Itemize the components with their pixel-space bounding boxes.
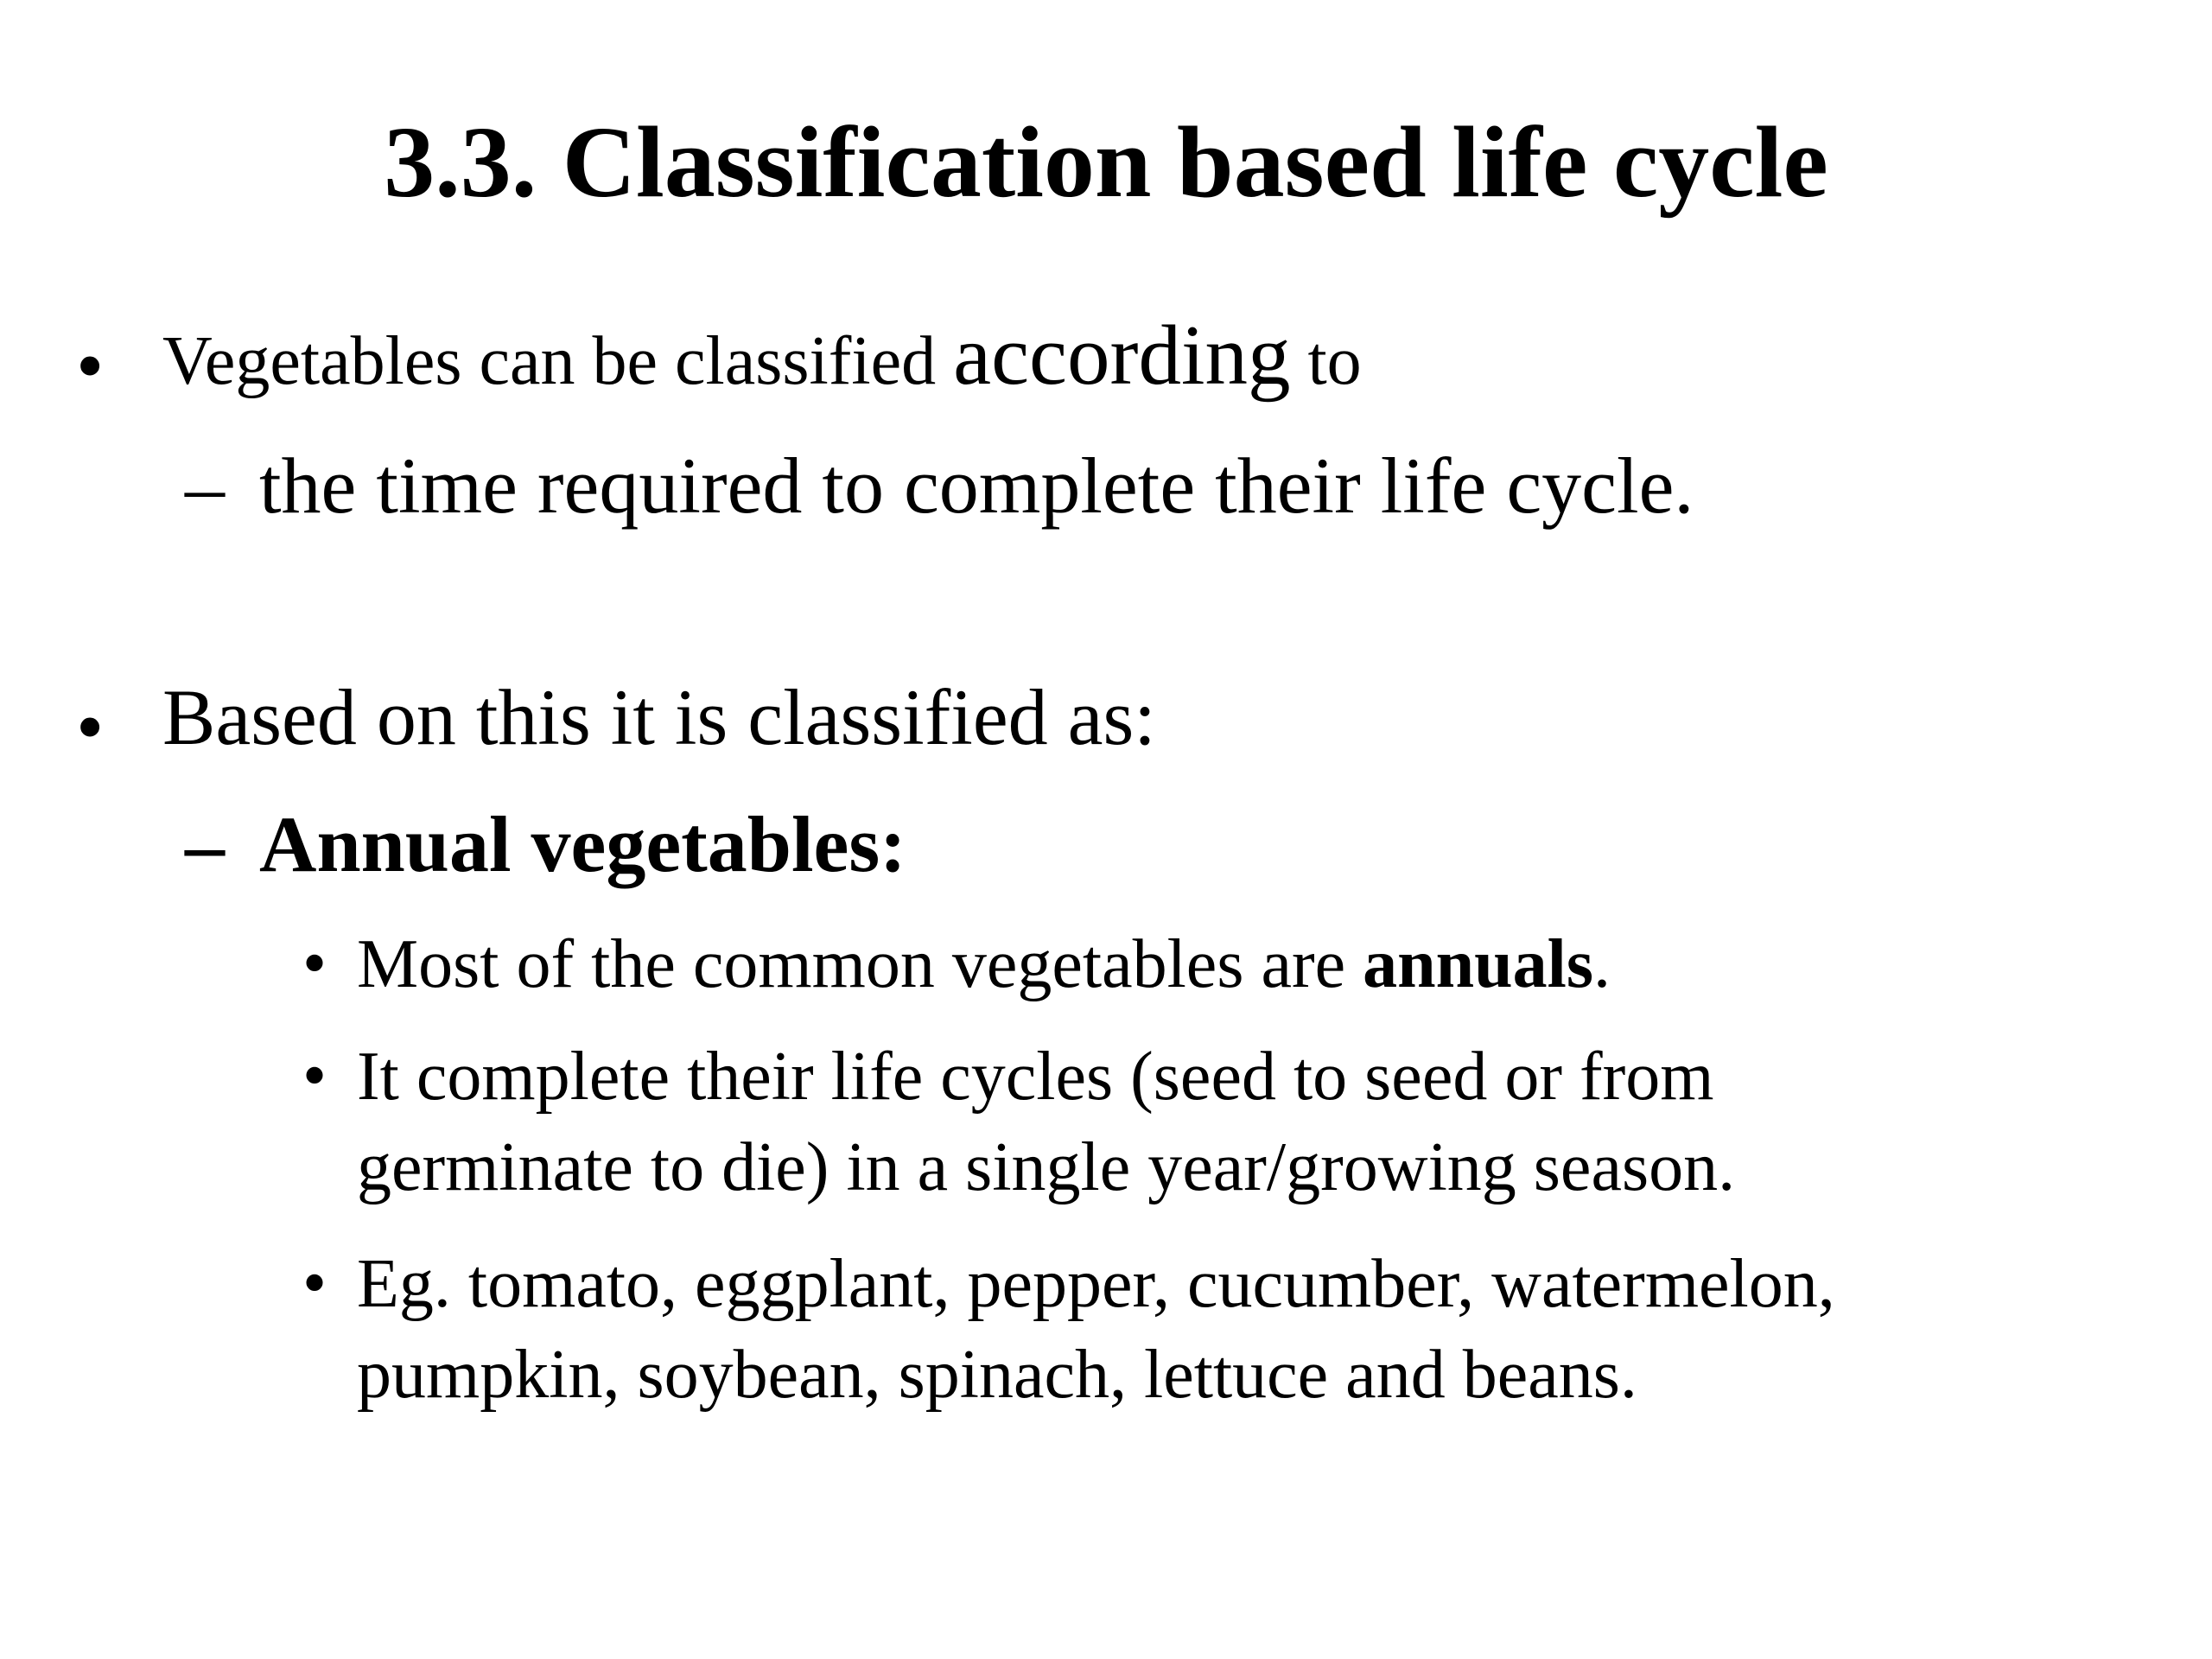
bullet-1-text-part1: Vegetables can be classified bbox=[162, 323, 954, 399]
dash-marker: – bbox=[185, 801, 225, 889]
list-item bbox=[357, 925, 1611, 1004]
bullet-marker: • bbox=[302, 1038, 327, 1114]
list-item-line-2: germinate to die) in a single year/growing season. bbox=[357, 1129, 1736, 1205]
slide-title: 3.3. Classification based life cycle bbox=[384, 105, 1828, 219]
list-item-line-2: pumpkin, soybean, spinach, lettuce and beans. bbox=[357, 1337, 1637, 1413]
bullet-marker: • bbox=[76, 321, 105, 410]
bullet-1-text-part3: to bbox=[1290, 323, 1362, 399]
annual-vegetables-heading: Annual vegetables: bbox=[259, 800, 906, 888]
bullet-1-sub: the time required to complete their life cycle. bbox=[259, 442, 1694, 530]
bullet-1-text-part2: according bbox=[953, 308, 1291, 403]
dash-marker: – bbox=[185, 442, 225, 531]
bullet-marker: • bbox=[302, 1245, 327, 1321]
list-item-line-1: It complete their life cycles (seed to seed or from bbox=[357, 1039, 1714, 1115]
bullet-marker: • bbox=[302, 925, 327, 1001]
list-item-bold-term: annuals bbox=[1363, 926, 1593, 1002]
list-item-text: Most of the common vegetables are bbox=[357, 926, 1363, 1002]
list-item-text-end: . bbox=[1592, 926, 1611, 1002]
bullet-1 bbox=[162, 307, 1362, 405]
bullet-2: Based on this it is classified as: bbox=[162, 673, 1156, 761]
bullet-marker: • bbox=[76, 683, 105, 771]
list-item-line-1: Eg. tomato, eggplant, pepper, cucumber, watermelon, bbox=[357, 1246, 1835, 1322]
